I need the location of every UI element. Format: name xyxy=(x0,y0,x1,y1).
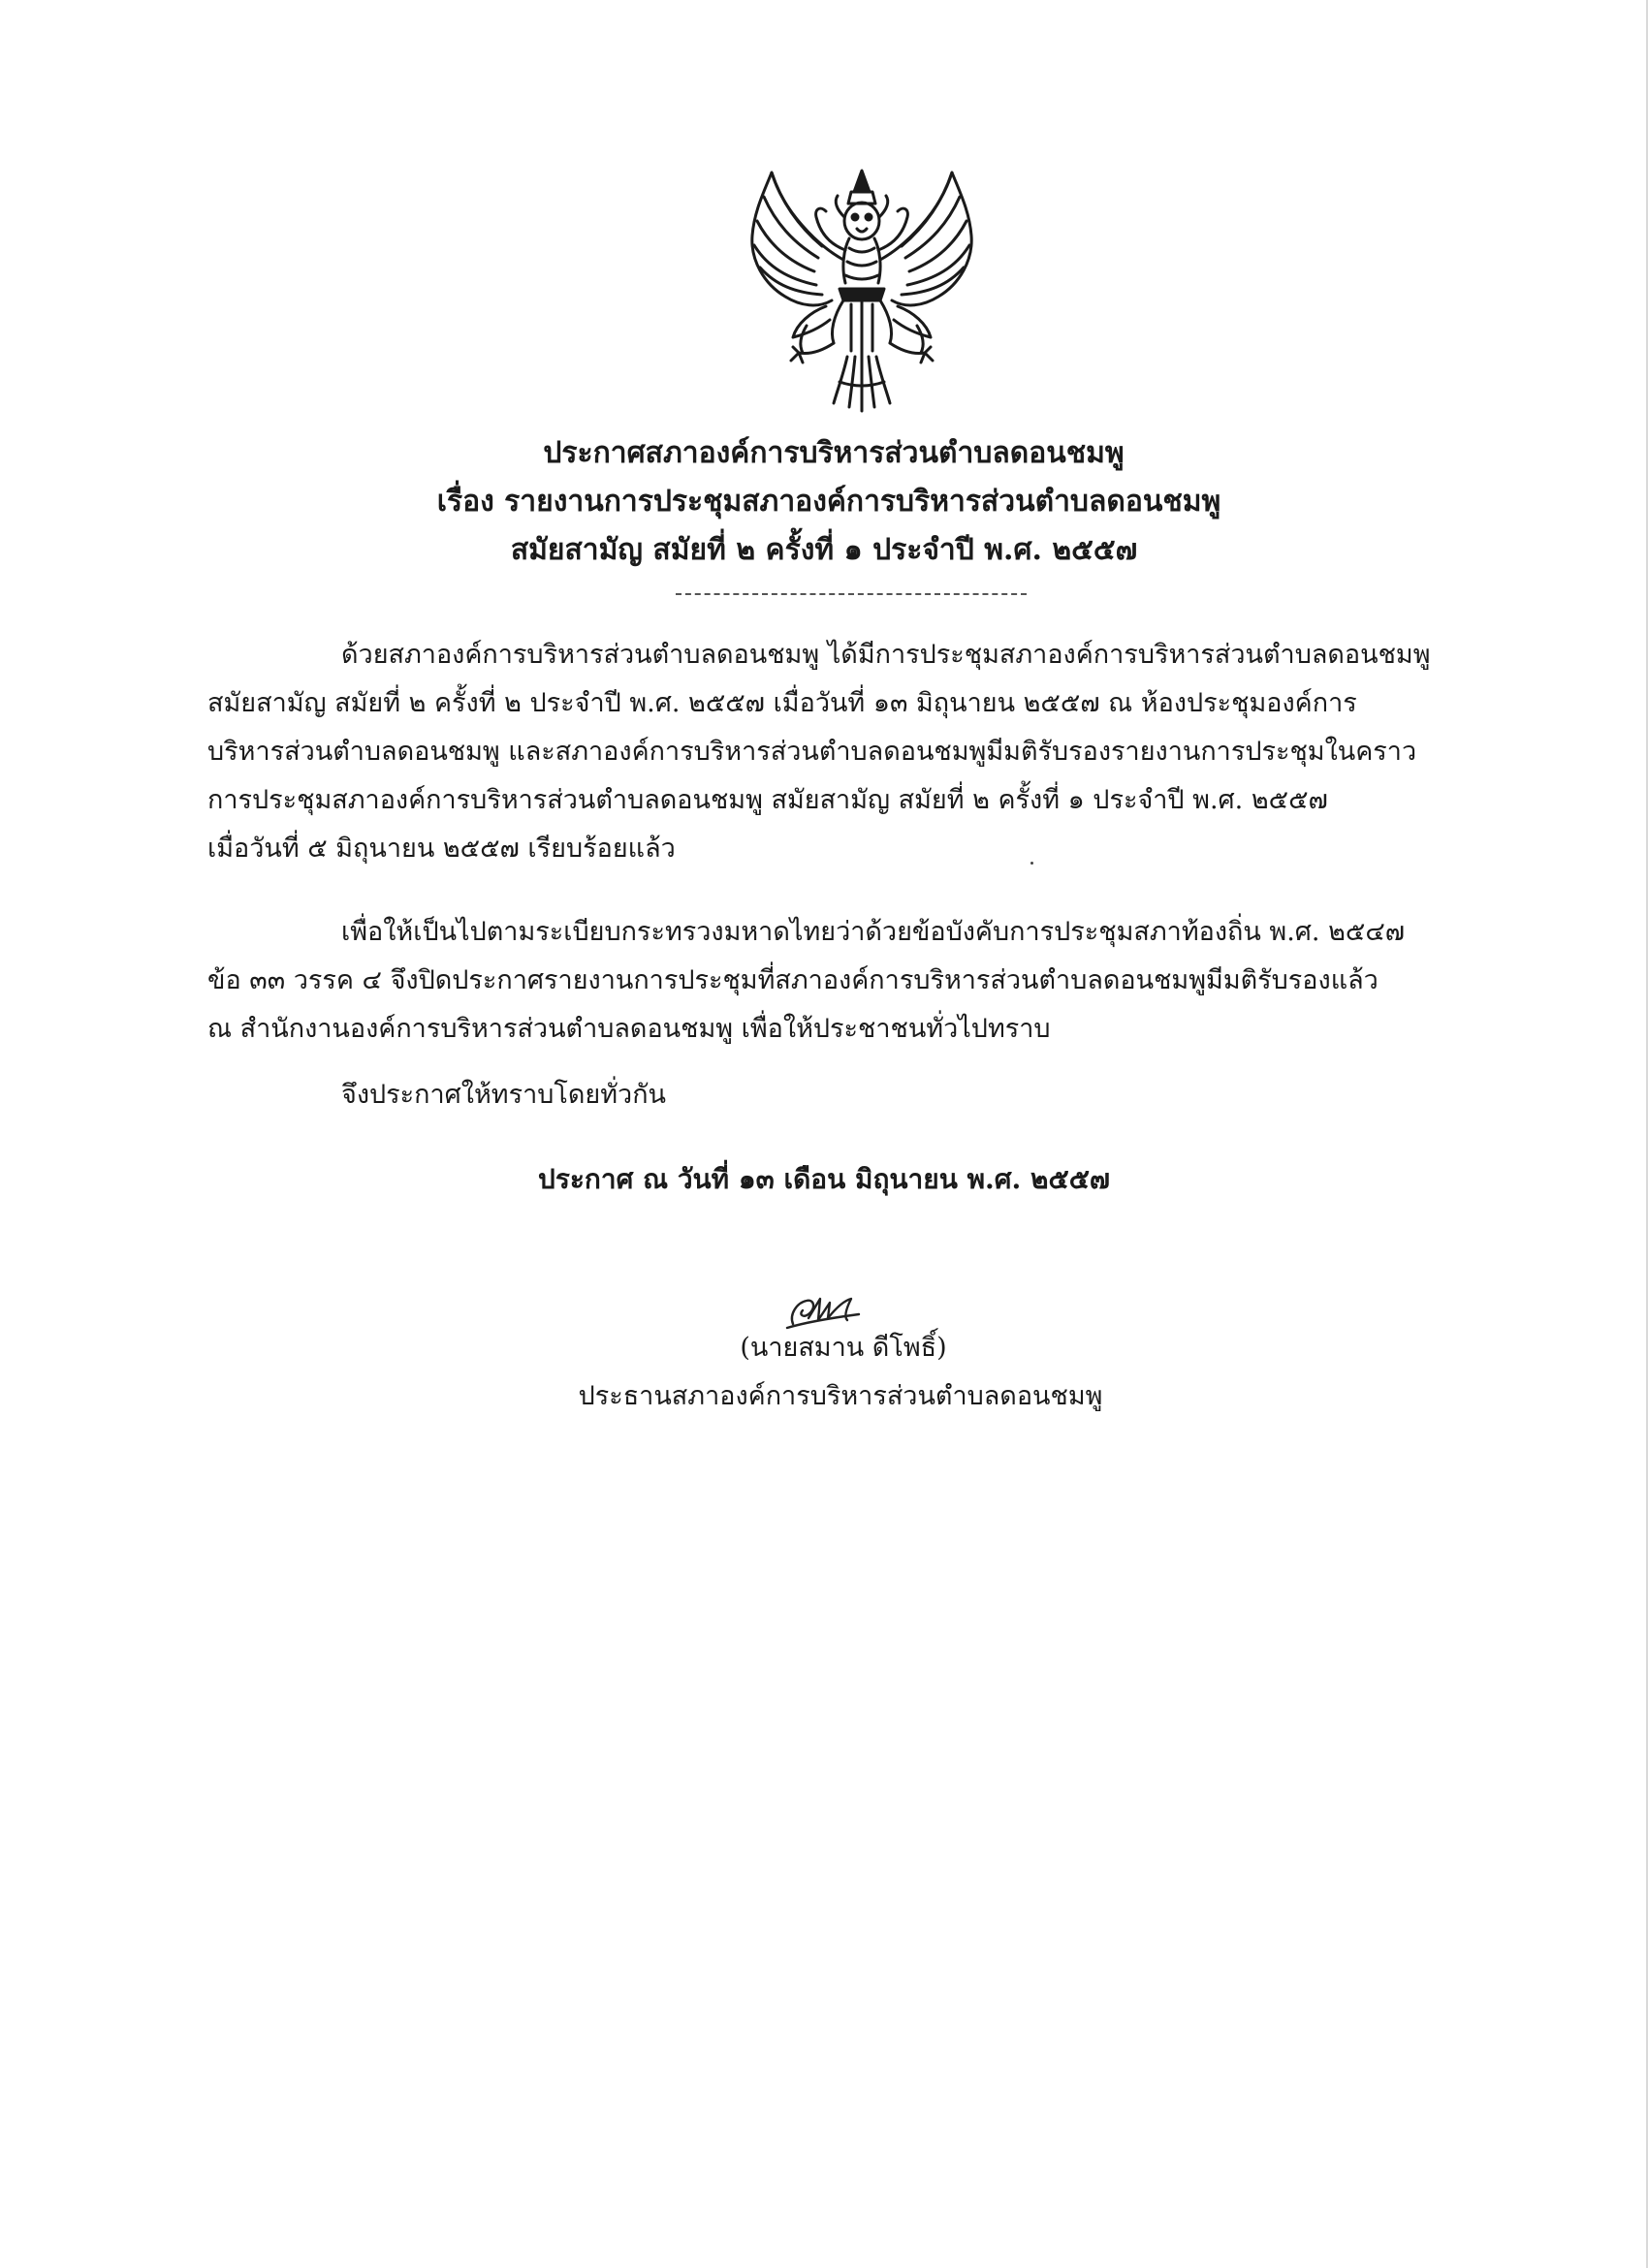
announcement-header xyxy=(0,429,1648,575)
scan-speck xyxy=(1030,862,1033,865)
paragraph-line: การประชุมสภาองค์การบริหารส่วนตำบลดอนชมพู สมัยสามัญ สมัยที่ ๒ ครั้งที่ ๑ ประจำปี พ.ศ. ๒๕๕๗ xyxy=(207,785,1328,815)
announcement-session: สมัยสามัญ สมัยที่ ๒ ครั้งที่ ๑ ประจำปี พ.ศ. ๒๕๕๗ xyxy=(510,533,1138,567)
closing-statement xyxy=(207,1071,1489,1119)
paragraph-line: เมื่อวันที่ ๕ มิถุนายน ๒๕๕๗ เรียบร้อยแล้ว xyxy=(207,834,676,864)
paragraph-line: ณ สำนักงานองค์การบริหารส่วนตำบลดอนชมพู เพื่อให้ประชาชนทั่วไปทราบ xyxy=(207,1014,1051,1044)
signatory-name: (นายสมาน ดีโพธิ์) xyxy=(740,1333,947,1363)
signatory-position: ประธานสภาองค์การบริหารส่วนตำบลดอนชมพู xyxy=(578,1381,1103,1411)
header-divider xyxy=(676,593,1027,595)
paragraph-line: บริหารส่วนตำบลดอนชมพู และสภาองค์การบริหารส่วนตำบลดอนชมพูมีมติรับรองรายงานการประชุมในคราว xyxy=(207,737,1417,767)
announcement-subject: เรื่อง รายงานการประชุมสภาองค์การบริหารส่วนตำบลดอนชมพู xyxy=(436,485,1221,519)
paragraph-line: ข้อ ๓๓ วรรค ๔ จึงปิดประกาศรายงานการประชุมที่สภาองค์การบริหารส่วนตำบลดอนชมพูมีมติรับรองแล้ว xyxy=(207,965,1379,995)
announcement-date: ประกาศ ณ วันที่ ๑๓ เดือน มิถุนายน พ.ศ. ๒๕๕๗ xyxy=(538,1163,1110,1195)
garuda-emblem-icon xyxy=(725,153,998,413)
closing-line: จึงประกาศให้ทราบโดยทั่วกัน xyxy=(341,1080,666,1110)
paragraph-line: ด้วยสภาองค์การบริหารส่วนตำบลดอนชมพู ได้มีการประชุมสภาองค์การบริหารส่วนตำบลดอนชมพู xyxy=(341,640,1431,670)
paragraph-line: เพื่อให้เป็นไปตามระเบียบกระทรวงมหาดไทยว่าด้วยข้อบังคับการประชุมสภาท้องถิ่น พ.ศ. ๒๕๔๗ xyxy=(341,917,1406,947)
body-paragraph-2 xyxy=(207,908,1489,1054)
announcement-title: ประกาศสภาองค์การบริหารส่วนตำบลดอนชมพู xyxy=(543,436,1125,470)
body-paragraph-1 xyxy=(207,631,1489,873)
paragraph-line: สมัยสามัญ สมัยที่ ๒ ครั้งที่ ๒ ประจำปี พ.ศ. ๒๕๕๗ เมื่อวันที่ ๑๓ มิถุนายน ๒๕๕๗ ณ ห้องประชุมองค์การ xyxy=(207,688,1357,718)
